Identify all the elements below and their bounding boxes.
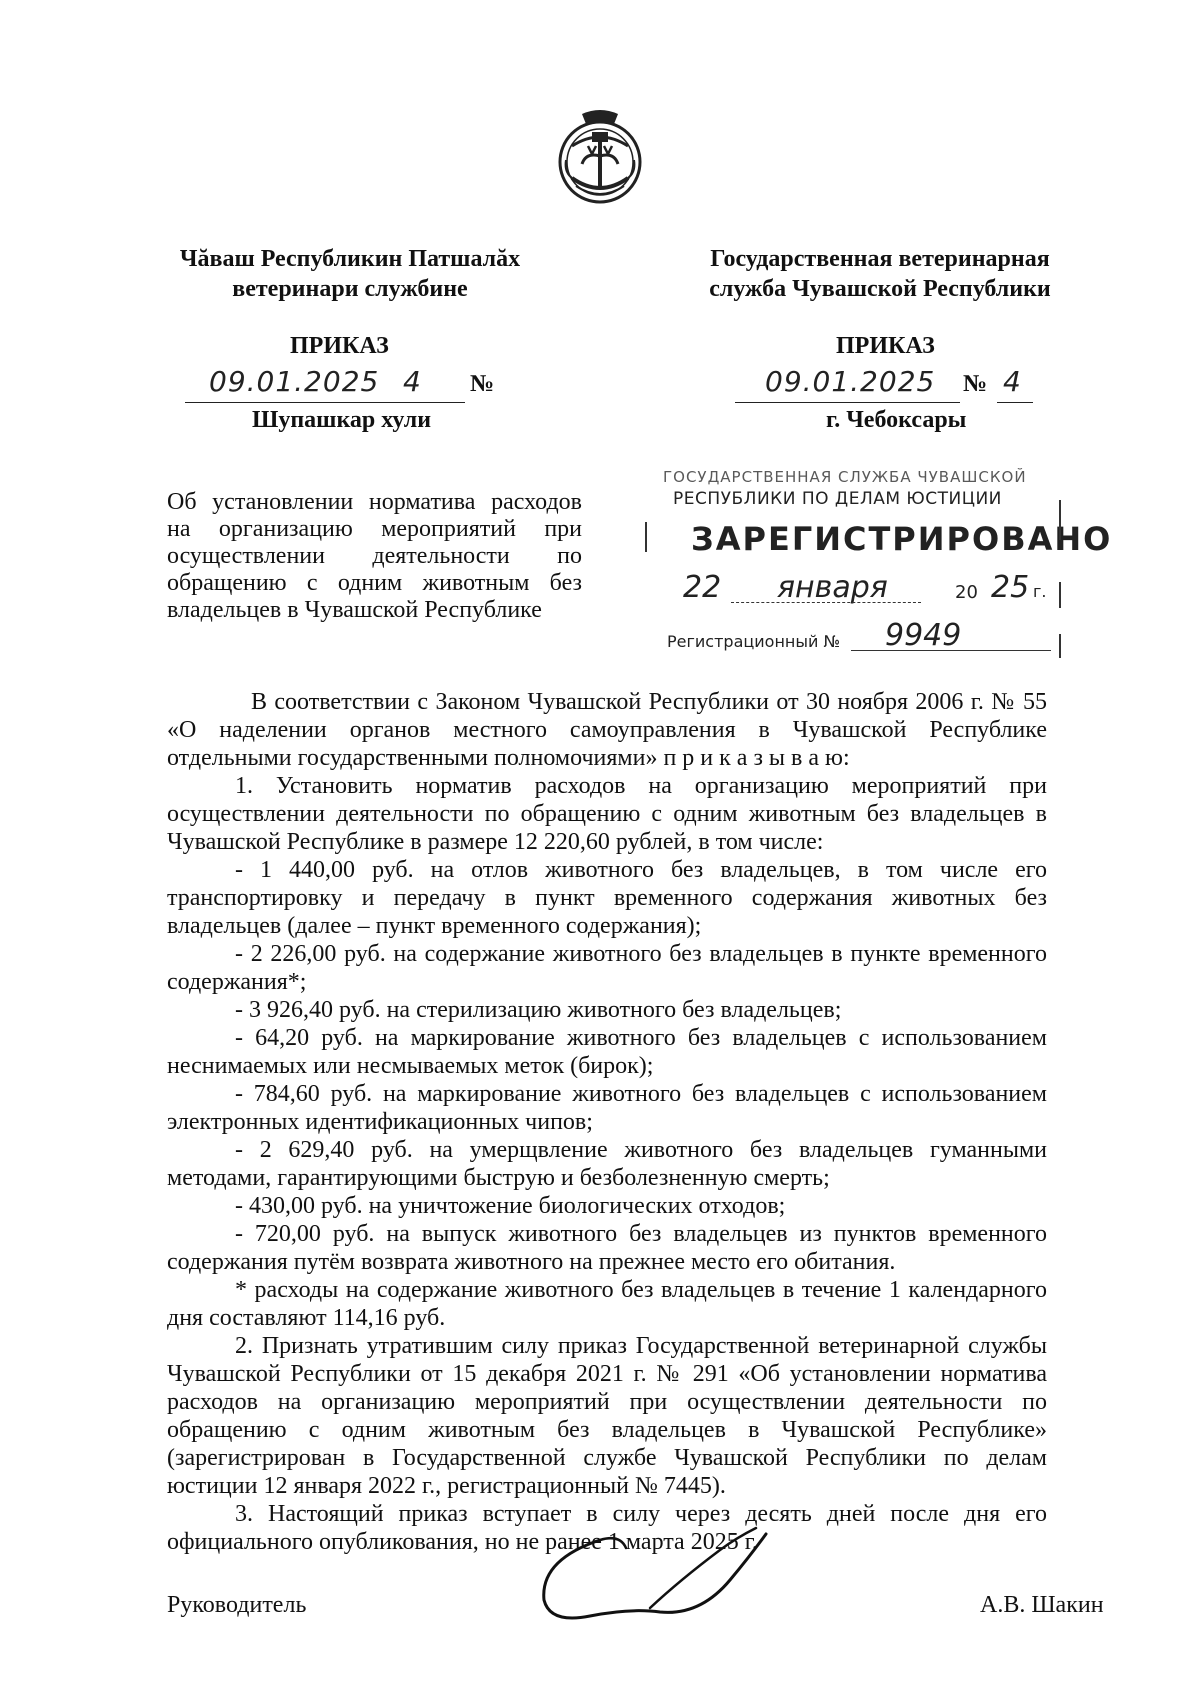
- body-paragraph: 2. Признать утратившим силу приказ Государственной ветеринарной службы Чувашской Республики от 15 декабря 2021 г. № 291 «Об установлении норматива расходов на организацию мероприятий при осуществлении деятельности по обращению с одним животным без владельцев в Чувашской Республике» (зарегистрирован в Государственной службе Чувашской Республики по делам юстиции 12 января 2022 г., регистрационный № 7445).: [167, 1333, 1047, 1499]
- stamp-reg-number: 9949: [885, 618, 962, 653]
- stamp-border-mark: [1059, 582, 1061, 608]
- body-paragraph: 3. Настоящий приказ вступает в силу через десять дней после дня его официального опубликования, но не ранее 1 марта 2025 г.: [167, 1501, 1047, 1555]
- title-line: осуществлении деятельности по: [167, 543, 582, 569]
- stamp-reg-label: Регистрационный №: [667, 632, 841, 651]
- stamp-border-mark: [1059, 634, 1061, 658]
- stamp-year-suffix: 25: [991, 570, 1030, 605]
- header-left-line2: ветеринари службине: [232, 276, 468, 302]
- order-label-right: ПРИКАЗ: [836, 333, 935, 359]
- stamp-line1: ГОСУДАРСТВЕННАЯ СЛУЖБА ЧУВАШСКОЙ: [663, 468, 1027, 486]
- order-label-left: ПРИКАЗ: [290, 333, 389, 359]
- registration-stamp: [655, 462, 1113, 662]
- stamp-day: 22: [683, 570, 722, 605]
- stamp-reg-underline: [851, 650, 1051, 651]
- body-paragraph: В соответствии с Законом Чувашской Республики от 30 ноября 2006 г. № 55 «О наделении органов местного самоуправления в Чувашской Республике отдельными государственными полномочиями» п р и к а з ы в а ю:: [167, 689, 1047, 771]
- list-item: - 2 629,40 руб. на умерщвление животного без владельцев гуманными методами, гарантирующими быструю и безболезненную смерть;: [167, 1137, 1047, 1191]
- list-item: - 784,60 руб. на маркирование животного без владельцев с использованием электронных идентификационных чипов;: [167, 1081, 1047, 1135]
- title-line: обращению с одним животным без: [167, 570, 582, 596]
- stamp-border-mark: [1059, 500, 1061, 540]
- stamp-year-prefix: 20: [955, 582, 978, 603]
- header-right-line2: служба Чувашской Республики: [709, 276, 1051, 302]
- list-item: - 2 226,00 руб. на содержание животного без владельцев в пункте временного содержания*;: [167, 941, 1047, 995]
- order-number-right: 4: [1003, 365, 1021, 398]
- number-sign-right: №: [963, 371, 988, 397]
- signatory-position: Руководитель: [167, 1592, 307, 1618]
- header-left: [150, 244, 550, 304]
- title-line: владельцев в Чувашской Республике: [167, 597, 542, 623]
- order-number-line-right: [735, 365, 1055, 405]
- underline: [997, 402, 1033, 403]
- handwritten-signature: [530, 1520, 790, 1630]
- stamp-border-mark: [645, 522, 647, 552]
- list-item: - 720,00 руб. на выпуск животного без владельцев из пунктов временного содержания путём возврата животного на прежнее место его обитания.: [167, 1221, 1047, 1275]
- underline: [735, 402, 960, 403]
- order-number-line-left: [185, 365, 505, 405]
- header-right: [690, 244, 1070, 304]
- order-date-left: 09.01.2025: [209, 365, 380, 398]
- order-number-left: 4: [403, 365, 421, 398]
- coat-of-arms-emblem: [552, 106, 648, 208]
- stamp-month: января: [777, 570, 888, 605]
- stamp-date-underline: [731, 602, 921, 603]
- list-item: - 1 440,00 руб. на отлов животного без владельцев, в том числе его транспортировку и передачу в пункт временного содержания животных без владельцев (далее – пункт временного содержания);: [167, 857, 1047, 939]
- document-body: [167, 688, 1047, 1556]
- title-line: Об установлении норматива расходов: [167, 489, 582, 515]
- header-right-line1: Государственная ветеринарная: [710, 246, 1050, 272]
- city-right: г. Чебоксары: [826, 407, 967, 433]
- stamp-registered: ЗАРЕГИСТРИРОВАНО: [691, 520, 1113, 558]
- footnote: * расходы на содержание животного без владельцев в течение 1 календарного дня составляют 114,16 руб.: [167, 1277, 1047, 1331]
- stamp-line2: РЕСПУБЛИКИ ПО ДЕЛАМ ЮСТИЦИИ: [673, 489, 1002, 509]
- document-title: [167, 489, 582, 624]
- list-item: - 64,20 руб. на маркирование животного без владельцев с использованием неснимаемых или несмываемых меток (бирок);: [167, 1025, 1047, 1079]
- list-item: - 3 926,40 руб. на стерилизацию животного без владельцев;: [235, 997, 842, 1023]
- list-item: - 430,00 руб. на уничтожение биологических отходов;: [235, 1193, 786, 1219]
- city-left: Шупашкар хули: [252, 407, 432, 433]
- header-left-line1: Чăваш Республикин Патшалăх: [179, 246, 521, 272]
- title-line: на организацию мероприятий при: [167, 516, 582, 542]
- underline: [185, 402, 465, 403]
- stamp-year-g: г.: [1033, 582, 1047, 601]
- order-date-right: 09.01.2025: [765, 365, 936, 398]
- number-sign-left: №: [470, 371, 495, 397]
- body-paragraph: 1. Установить норматив расходов на организацию мероприятий при осуществлении деятельности по обращению с одним животным без владельцев в Чувашской Республике в размере 12 220,60 рублей, в том числе:: [167, 773, 1047, 855]
- signatory-name: А.В. Шакин: [980, 1592, 1104, 1618]
